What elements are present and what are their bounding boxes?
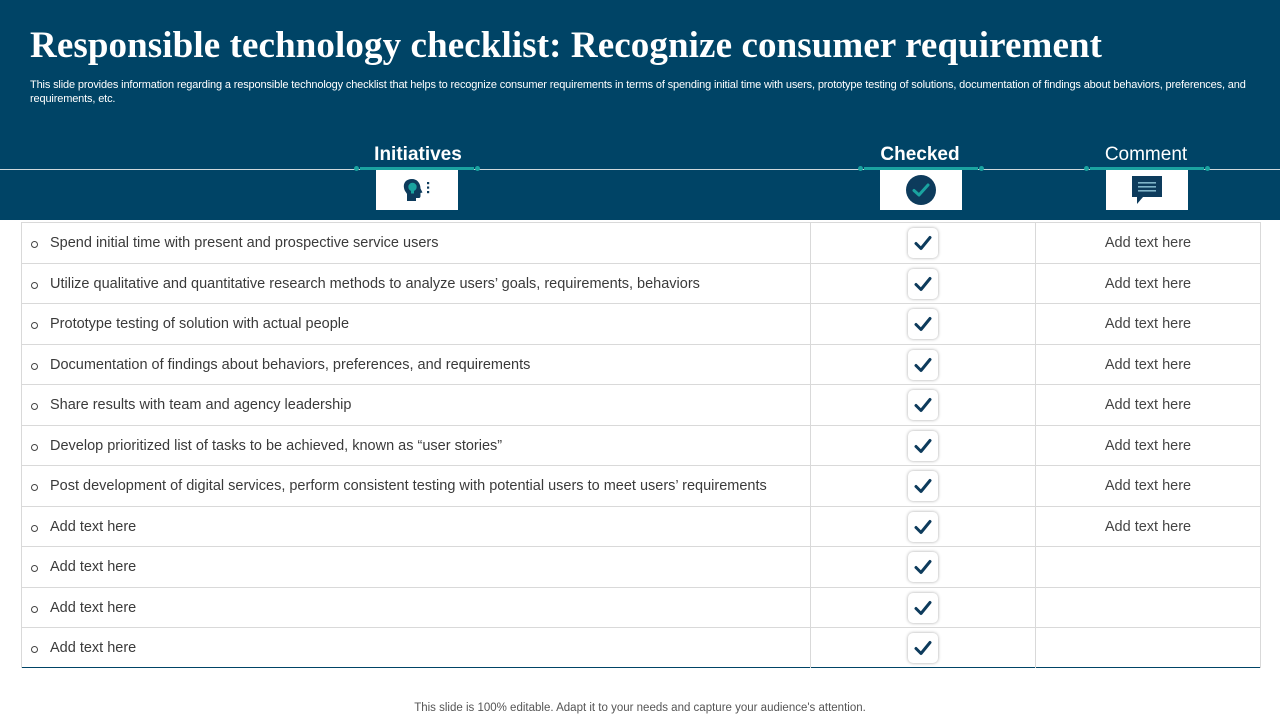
checked-cell <box>811 466 1036 506</box>
checkbox[interactable] <box>908 309 938 339</box>
initiative-cell <box>21 628 811 668</box>
table-row <box>21 546 1261 587</box>
comment-cell[interactable] <box>1036 628 1261 668</box>
initiative-cell <box>21 426 811 466</box>
initiative-text: Share results with team and agency leadership <box>50 397 352 413</box>
speech-bubble-icon <box>1131 175 1163 205</box>
checkbox[interactable] <box>908 593 938 623</box>
initiative-cell <box>21 385 811 425</box>
checkmark-icon <box>913 639 933 657</box>
column-header-initiatives: Initiatives <box>374 144 462 165</box>
check-circle-icon <box>905 174 937 206</box>
accent-dot <box>979 166 984 171</box>
checked-cell <box>811 588 1036 628</box>
table-row <box>21 506 1261 547</box>
checked-cell <box>811 304 1036 344</box>
initiative-cell <box>21 264 811 304</box>
checkbox[interactable] <box>908 512 938 542</box>
checked-cell <box>811 628 1036 668</box>
initiative-cell <box>21 304 811 344</box>
circle-bullet-icon <box>31 403 38 410</box>
initiative-text: Post development of digital services, perform consistent testing with potential users to meet users’ requirements <box>50 478 767 494</box>
checkbox[interactable] <box>908 269 938 299</box>
checkmark-icon <box>913 356 933 374</box>
initiative-cell <box>21 466 811 506</box>
circle-bullet-icon <box>31 484 38 491</box>
initiative-text: Documentation of findings about behaviors, preferences, and requirements <box>50 356 531 373</box>
circle-bullet-icon <box>31 646 38 653</box>
initiative-cell <box>21 588 811 628</box>
checkmark-icon <box>913 396 933 414</box>
initiative-cell <box>21 345 811 385</box>
initiative-text: Add text here <box>50 599 137 616</box>
checked-cell <box>811 385 1036 425</box>
circle-bullet-icon <box>31 363 38 370</box>
checkmark-icon <box>913 315 933 333</box>
checkbox[interactable] <box>908 552 938 582</box>
checkmark-icon <box>913 599 933 617</box>
table-row <box>21 344 1261 385</box>
table-row <box>21 425 1261 466</box>
checkmark-icon <box>913 477 933 495</box>
initiative-cell <box>21 507 811 547</box>
circle-bullet-icon <box>31 241 38 248</box>
checkbox[interactable] <box>908 633 938 663</box>
accent-dot <box>475 166 480 171</box>
checkmark-icon <box>913 437 933 455</box>
checked-cell <box>811 507 1036 547</box>
circle-bullet-icon <box>31 322 38 329</box>
head-lightbulb-icon <box>402 177 432 203</box>
comment-cell[interactable] <box>1036 345 1261 385</box>
footer-note: This slide is 100% editable. Adapt it to your needs and capture your audience's attention. <box>414 702 866 714</box>
circle-bullet-icon <box>31 444 38 451</box>
checked-icon-box <box>880 170 962 210</box>
comment-cell[interactable] <box>1036 507 1261 547</box>
accent-dot <box>1084 166 1089 171</box>
checkbox[interactable] <box>908 390 938 420</box>
comment-text: Add text here <box>1104 518 1192 535</box>
comment-text: Add text here <box>1104 437 1192 454</box>
page-title: Responsible technology checklist: Recognize consumer requirement <box>30 25 1103 66</box>
comment-cell[interactable] <box>1036 466 1261 506</box>
table-row <box>21 222 1261 263</box>
checked-cell <box>811 345 1036 385</box>
accent-dot <box>354 166 359 171</box>
initiative-text: Add text here <box>50 640 137 656</box>
table-row <box>21 627 1261 668</box>
column-header-checked: Checked <box>880 144 960 165</box>
initiative-text: Add text here <box>50 559 137 575</box>
table-row <box>21 263 1261 304</box>
checked-cell <box>811 426 1036 466</box>
comment-cell[interactable] <box>1036 264 1261 304</box>
initiative-text: Utilize qualitative and quantitative research methods to analyze users’ goals, requirements, behaviors <box>50 275 700 292</box>
comment-text: Add text here <box>1104 397 1192 413</box>
comment-icon-box <box>1106 170 1188 210</box>
accent-dot <box>1205 166 1210 171</box>
comment-cell[interactable] <box>1036 588 1261 628</box>
comment-text: Add text here <box>1104 235 1192 251</box>
comment-cell[interactable] <box>1036 385 1261 425</box>
initiatives-icon-box <box>376 170 458 210</box>
checkmark-icon <box>913 234 933 252</box>
comment-cell[interactable] <box>1036 426 1261 466</box>
checkbox[interactable] <box>908 228 938 258</box>
comment-text: Add text here <box>1104 316 1192 332</box>
comment-cell[interactable] <box>1036 223 1261 263</box>
circle-bullet-icon <box>31 606 38 613</box>
checkbox[interactable] <box>908 350 938 380</box>
initiative-text: Spend initial time with present and prospective service users <box>50 235 439 251</box>
checkbox[interactable] <box>908 431 938 461</box>
checkmark-icon <box>913 518 933 536</box>
comment-text: Add text here <box>1104 478 1192 494</box>
checkbox[interactable] <box>908 471 938 501</box>
table-row <box>21 303 1261 344</box>
checked-cell <box>811 547 1036 587</box>
table-row <box>21 465 1261 506</box>
initiative-text: Prototype testing of solution with actual people <box>50 316 350 332</box>
accent-dot <box>858 166 863 171</box>
comment-text: Add text here <box>1104 356 1192 373</box>
checkmark-icon <box>913 275 933 293</box>
page-subtitle: This slide provides information regarding a responsible technology checklist that helps to recognize consumer requirements in terms of spending initial time with users, prototype testing of solutions, documentation of findings about behaviors, preferences, and requirements, etc. <box>30 79 1246 105</box>
initiative-text: Add text here <box>50 518 137 535</box>
initiative-cell <box>21 547 811 587</box>
checklist-table <box>21 222 1261 668</box>
checked-cell <box>811 223 1036 263</box>
column-header-comment: Comment <box>1104 144 1188 165</box>
circle-bullet-icon <box>31 525 38 532</box>
table-row <box>21 587 1261 628</box>
checked-cell <box>811 264 1036 304</box>
comment-cell[interactable] <box>1036 304 1261 344</box>
initiative-cell <box>21 223 811 263</box>
table-row <box>21 384 1261 425</box>
comment-cell[interactable] <box>1036 547 1261 587</box>
circle-bullet-icon <box>31 565 38 572</box>
comment-text: Add text here <box>1104 275 1192 292</box>
checkmark-icon <box>913 558 933 576</box>
initiative-text: Develop prioritized list of tasks to be achieved, known as “user stories” <box>50 437 503 454</box>
circle-bullet-icon <box>31 282 38 289</box>
